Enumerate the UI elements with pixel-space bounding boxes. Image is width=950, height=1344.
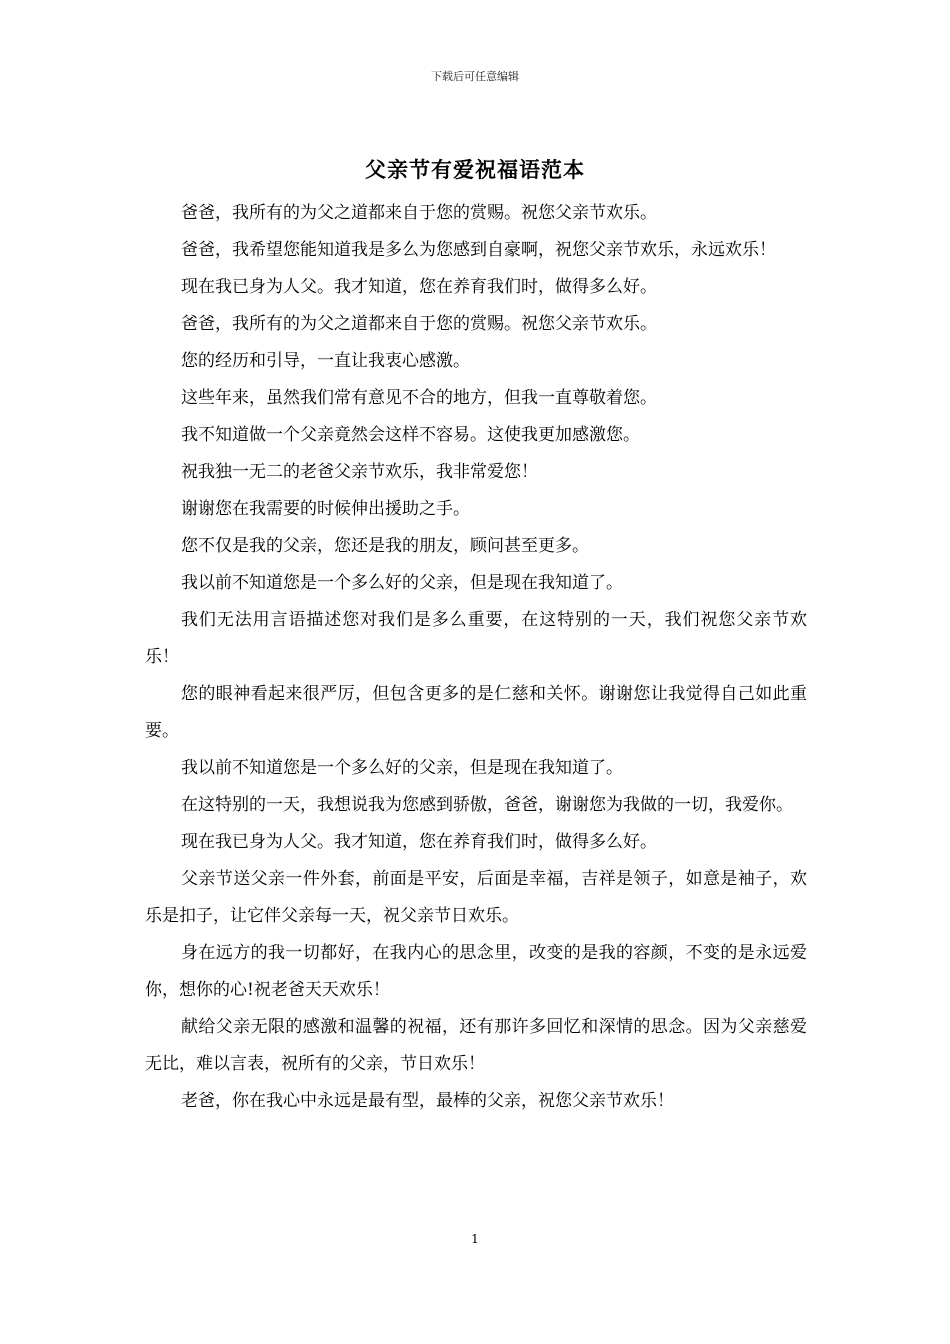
paragraph: 我们无法用言语描述您对我们是多么重要，在这特别的一天，我们祝您父亲节欢乐！ xyxy=(145,610,807,667)
document-title: 父亲节有爱祝福语范本 xyxy=(365,157,585,182)
paragraph: 身在远方的我一切都好，在我内心的思念里，改变的是我的容颜，不变的是永远爱你，想你的心!祝老爸天天欢乐！ xyxy=(145,943,807,1000)
paragraph: 我以前不知道您是一个多么好的父亲，但是现在我知道了。 xyxy=(181,573,623,593)
paragraph: 我不知道做一个父亲竟然会这样不容易。这使我更加感激您。 xyxy=(181,425,640,445)
paragraph: 这些年来，虽然我们常有意见不合的地方，但我一直尊敬着您。 xyxy=(181,388,657,408)
paragraph: 老爸，你在我心中永远是最有型，最棒的父亲，祝您父亲节欢乐！ xyxy=(181,1091,674,1111)
paragraph: 爸爸，我所有的为父之道都来自于您的赏赐。祝您父亲节欢乐。 xyxy=(181,314,657,334)
paragraph: 您的经历和引导，一直让我衷心感激。 xyxy=(181,351,470,371)
paragraph: 爸爸，我所有的为父之道都来自于您的赏赐。祝您父亲节欢乐。 xyxy=(181,203,657,223)
paragraph: 您不仅是我的父亲，您还是我的朋友，顾问甚至更多。 xyxy=(181,536,589,556)
paragraph: 现在我已身为人父。我才知道，您在养育我们时，做得多么好。 xyxy=(181,832,657,852)
paragraph: 父亲节送父亲一件外套，前面是平安，后面是幸福，吉祥是领子，如意是袖子，欢乐是扣子，让它伴父亲每一天，祝父亲节日欢乐。 xyxy=(145,869,807,926)
page-number: 1 xyxy=(471,1232,479,1246)
paragraph: 献给父亲无限的感激和温馨的祝福，还有那许多回忆和深情的思念。因为父亲慈爱无比，难以言表，祝所有的父亲，节日欢乐！ xyxy=(145,1017,807,1074)
document-body xyxy=(145,195,807,1120)
paragraph: 我以前不知道您是一个多么好的父亲，但是现在我知道了。 xyxy=(181,758,623,778)
paragraph: 祝我独一无二的老爸父亲节欢乐，我非常爱您！ xyxy=(181,462,538,482)
paragraph: 现在我已身为人父。我才知道，您在养育我们时，做得多么好。 xyxy=(181,277,657,297)
header-note: 下载后可任意编辑 xyxy=(431,70,519,83)
paragraph: 爸爸，我希望您能知道我是多么为您感到自豪啊，祝您父亲节欢乐，永远欢乐！ xyxy=(181,240,776,260)
paragraph: 谢谢您在我需要的时候伸出援助之手。 xyxy=(181,499,470,519)
paragraph: 您的眼神看起来很严厉，但包含更多的是仁慈和关怀。谢谢您让我觉得自己如此重要。 xyxy=(145,684,807,741)
paragraph: 在这特别的一天，我想说我为您感到骄傲，爸爸，谢谢您为我做的一切，我爱你。 xyxy=(181,795,793,815)
